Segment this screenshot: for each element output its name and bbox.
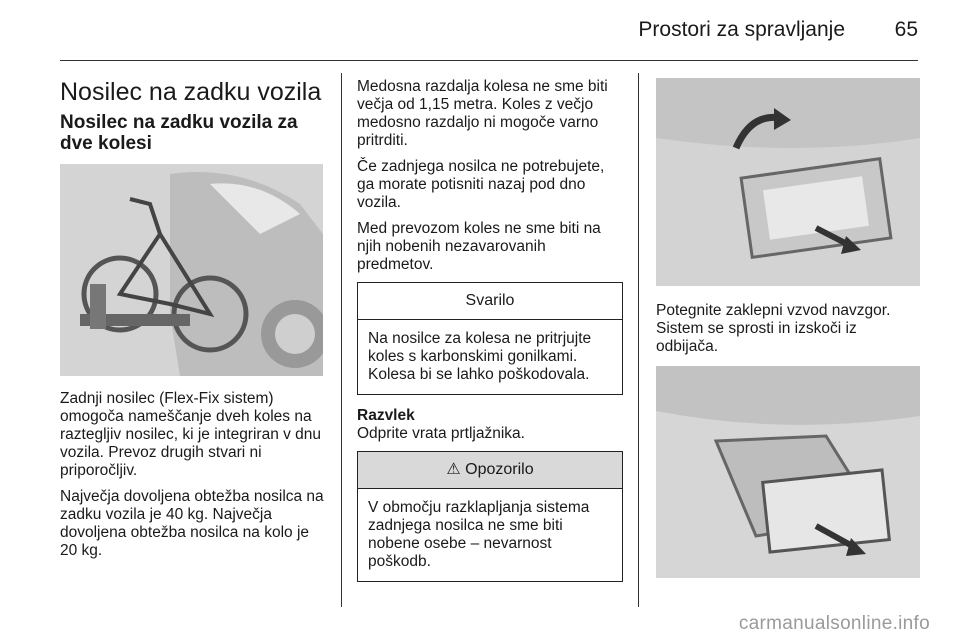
paragraph-unsecured-items: Med prevozom koles ne sme biti na njih nobenih nezavarovanih predmetov. [357, 220, 601, 273]
notice-title: Svarilo [358, 283, 622, 320]
warning-title-row [358, 452, 622, 489]
warning-title: Opozorilo [465, 461, 534, 478]
paragraph-max-load: Največja dovoljena obtežba nosilca na zadku vozila je 40 kg. Največja dovoljena obtežba nosilca na kolo je 20 kg. [60, 488, 324, 559]
paragraph-open-tailgate: Odprite vrata prtljažnika. [357, 425, 525, 442]
warning-box [357, 451, 623, 582]
watermark: carmanualsonline.info [738, 613, 930, 634]
warning-body: V območju razklapljanja sistema zadnjega nosilca ne sme biti nobene osebe – nevarnost poškodb. [368, 499, 590, 570]
warning-triangle-icon: ⚠ [446, 461, 461, 478]
paragraph-push-back: Če zadnjega nosilca ne potrebujete, ga morate potisniti nazaj pod dno vozila. [357, 158, 605, 211]
paragraph-pull-lever: Potegnite zaklepni vzvod navzgor. Sistem se sprosti in izskoči iz odbijača. [656, 302, 891, 355]
carrier-extended-illustration [656, 366, 920, 578]
running-header-title: Prostori za spravljanje [638, 18, 845, 41]
notice-box [357, 282, 623, 395]
bike-carrier-illustration [60, 164, 323, 376]
section-heading: Nosilec na zadku vozila [60, 78, 322, 106]
paragraph-wheelbase: Medosna razdalja kolesa ne sme biti večja od 1,15 metra. Koles z večjo medosno razdaljo ni mogoče varno pritrditi. [357, 78, 608, 149]
column-1 [60, 78, 326, 568]
subsection-heading-unfold: Razvlek [357, 407, 415, 424]
notice-body: Na nosilce za kolesa ne pritrjujte koles s karbonskimi gonilkami. Kolesa bi se lahko poškodovala. [368, 330, 592, 383]
release-lever-illustration [656, 78, 920, 286]
page-number: 65 [894, 18, 918, 41]
header-rule [60, 60, 918, 61]
column-divider-1 [341, 73, 342, 607]
section-subheading: Nosilec na zadku vozila za dve kolesi [60, 112, 298, 154]
paragraph-flexfix: Zadnji nosilec (Flex-Fix sistem) omogoča nameščanje dveh koles na raztegljiv nosilec, ki je integriran v dnu vozila. Prevoz drugih stvari ni priporočljiv. [60, 390, 322, 479]
column-divider-2 [638, 73, 639, 607]
column-3 [656, 78, 920, 578]
column-2 [357, 78, 623, 594]
